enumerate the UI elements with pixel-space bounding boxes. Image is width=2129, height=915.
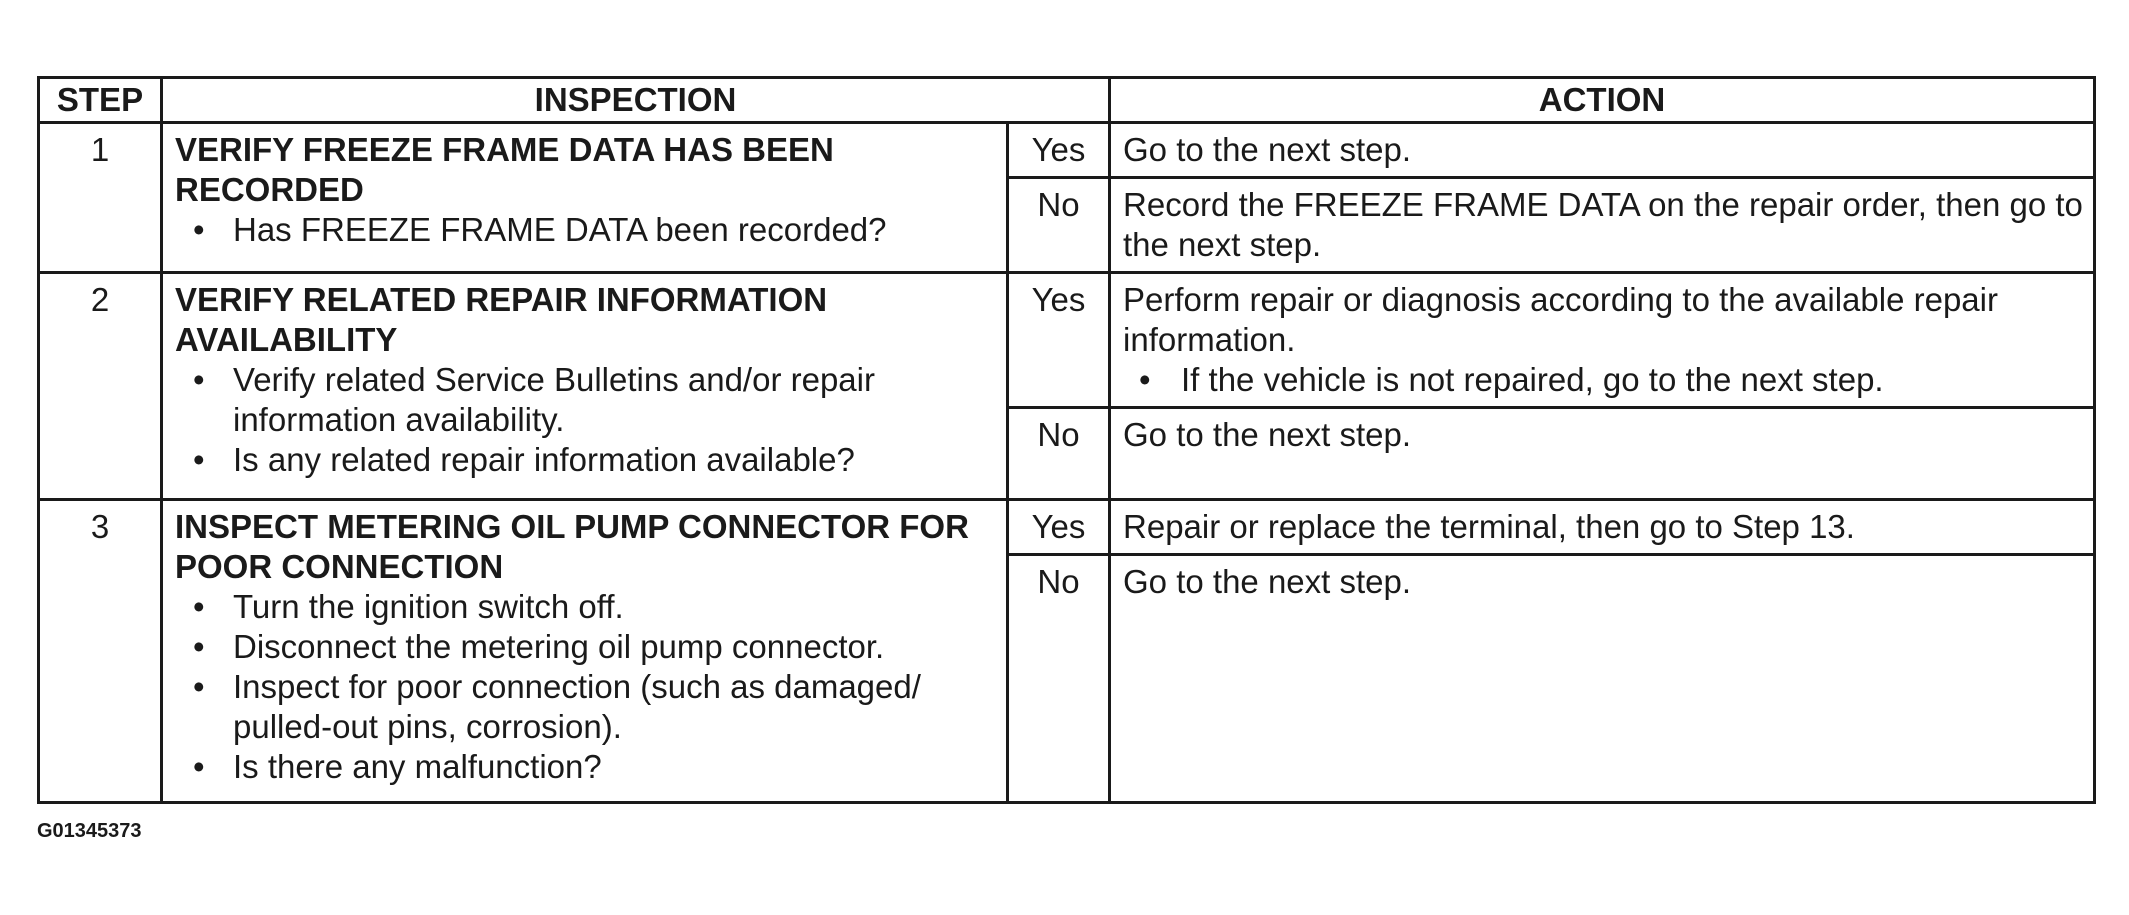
- inspection-cell: [162, 273, 1008, 500]
- no-label: No: [1008, 555, 1110, 803]
- bullet-icon: •: [193, 588, 205, 625]
- bullet-text: Is there any malfunction?: [233, 748, 602, 785]
- figure-code: G01345373: [37, 820, 142, 842]
- yes-label: Yes: [1008, 500, 1110, 555]
- bullet-icon: •: [193, 361, 205, 398]
- header-step: STEP: [39, 78, 162, 123]
- no-label: No: [1008, 408, 1110, 500]
- inspection-bullets: [175, 210, 998, 250]
- bullet-text: If the vehicle is not repaired, go to the next step.: [1181, 361, 1884, 398]
- inspection-title: INSPECT METERING OIL PUMP CONNECTOR FOR POOR CONNECTION: [175, 508, 969, 585]
- no-action: Record the FREEZE FRAME DATA on the repair order, then go to the next step.: [1110, 178, 2095, 273]
- diagnostic-table: [37, 76, 2096, 804]
- list-item: [175, 627, 998, 667]
- yes-label: Yes: [1008, 123, 1110, 178]
- bullet-text: Inspect for poor connection (such as damaged/ pulled-out pins, corrosion).: [233, 668, 921, 745]
- step-number: 3: [39, 500, 162, 803]
- bullet-text: Turn the ignition switch off.: [233, 588, 624, 625]
- table-row: [39, 273, 2095, 408]
- bullet-icon: •: [193, 441, 205, 478]
- bullet-text: Verify related Service Bulletins and/or repair information availability.: [233, 361, 875, 438]
- list-item: [175, 747, 998, 787]
- bullet-icon: •: [1139, 361, 1151, 398]
- header-action: ACTION: [1110, 78, 2095, 123]
- bullet-text: Is any related repair information available?: [233, 441, 855, 478]
- yes-action: Repair or replace the terminal, then go to Step 13.: [1110, 500, 2095, 555]
- no-action: Go to the next step.: [1110, 408, 2095, 500]
- bullet-text: Disconnect the metering oil pump connector.: [233, 628, 885, 665]
- yes-label: Yes: [1008, 273, 1110, 408]
- no-label: No: [1008, 178, 1110, 273]
- bullet-text: Has FREEZE FRAME DATA been recorded?: [233, 211, 887, 248]
- table-header-row: [39, 78, 2095, 123]
- step-number: 1: [39, 123, 162, 273]
- bullet-icon: •: [193, 748, 205, 785]
- table-row: [39, 500, 2095, 555]
- action-bullets: [1123, 360, 2085, 400]
- inspection-cell: [162, 123, 1008, 273]
- header-inspection: INSPECTION: [162, 78, 1110, 123]
- inspection-title: VERIFY FREEZE FRAME DATA HAS BEEN RECORDED: [175, 131, 834, 208]
- list-item: [175, 360, 998, 440]
- list-item: [175, 667, 998, 747]
- yes-action: Go to the next step.: [1110, 123, 2095, 178]
- bullet-icon: •: [193, 628, 205, 665]
- yes-action-cell: [1110, 273, 2095, 408]
- list-item: [1123, 360, 2085, 400]
- list-item: [175, 210, 998, 250]
- step-number: 2: [39, 273, 162, 500]
- bullet-icon: •: [193, 211, 205, 248]
- list-item: [175, 440, 998, 480]
- inspection-title: VERIFY RELATED REPAIR INFORMATION AVAILABILITY: [175, 281, 828, 358]
- yes-action: Perform repair or diagnosis according to the available repair information.: [1123, 281, 1998, 358]
- inspection-cell: [162, 500, 1008, 803]
- no-action: Go to the next step.: [1110, 555, 2095, 803]
- inspection-bullets: [175, 587, 998, 787]
- inspection-bullets: [175, 360, 998, 480]
- table-row: [39, 123, 2095, 178]
- bullet-icon: •: [193, 668, 205, 705]
- list-item: [175, 587, 998, 627]
